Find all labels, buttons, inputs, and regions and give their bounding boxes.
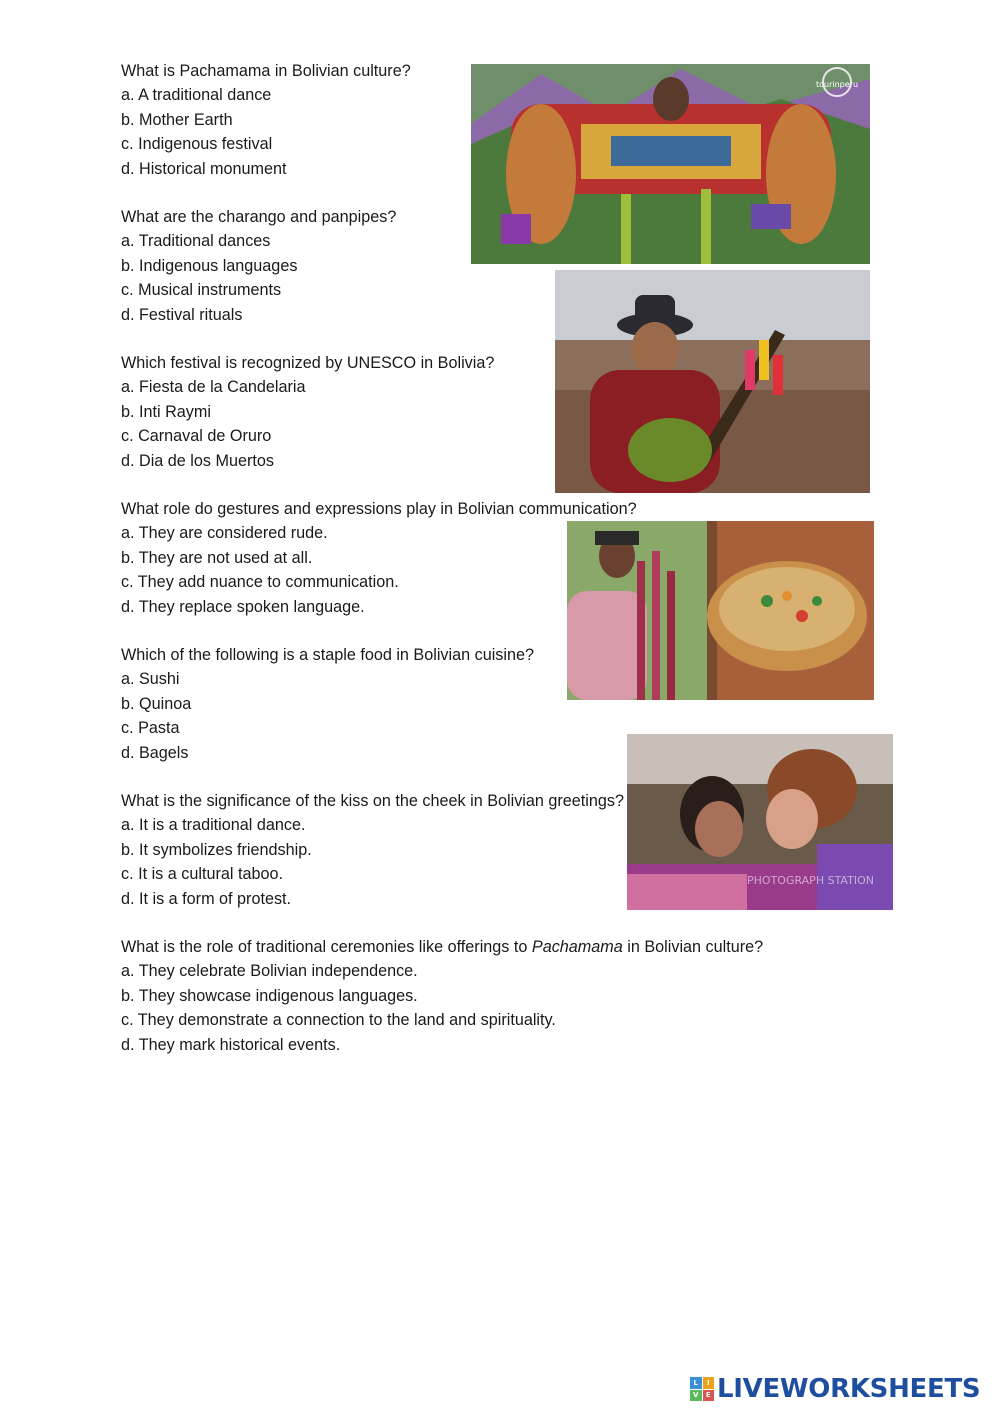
quinoa-image [567,521,874,700]
question-5 [121,643,534,765]
question-7-option-d[interactable]: d. They mark historical events. [121,1035,341,1054]
question-7 [121,935,763,1057]
question-4-option-c[interactable]: c. They add nuance to communication. [121,573,399,592]
question-1 [121,59,411,181]
kiss-watermark: PHOTOGRAPH STATION [747,874,874,887]
question-1-option-c[interactable]: c. Indigenous festival [121,135,273,154]
question-4-text: What role do gestures and expressions play in Bolivian communication? [121,500,637,518]
question-2-option-a[interactable]: a. Traditional dances [121,232,271,251]
question-1-option-a[interactable]: a. A traditional dance [121,86,272,105]
question-6-option-b[interactable]: b. It symbolizes friendship. [121,840,312,859]
question-1-option-b[interactable]: b. Mother Earth [121,110,233,129]
question-1-option-d[interactable]: d. Historical monument [121,159,287,178]
question-6 [121,789,624,911]
question-5-option-d[interactable]: d. Bagels [121,743,189,762]
painting-watermark: tourinperu [815,80,859,89]
question-6-option-a[interactable]: a. It is a traditional dance. [121,816,306,835]
logo-mark-letter-v: V [690,1390,702,1402]
liveworksheets-mark-icon [690,1377,714,1401]
question-7-text-after: in Bolivian culture? [622,938,764,956]
question-5-option-a[interactable]: a. Sushi [121,670,180,689]
question-6-text: What is the significance of the kiss on the cheek in Bolivian greetings? [121,792,624,810]
question-7-text [121,935,763,959]
question-5-text: Which of the following is a staple food in Bolivian cuisine? [121,646,535,664]
question-3-text: Which festival is recognized by UNESCO in Bolivia? [121,354,495,372]
pachamama-painting-image [471,64,870,264]
question-4 [121,497,637,619]
question-2-option-b[interactable]: b. Indigenous languages [121,256,298,275]
question-5-option-b[interactable]: b. Quinoa [121,694,192,713]
question-6-option-c[interactable]: c. It is a cultural taboo. [121,865,283,884]
question-2-text: What are the charango and panpipes? [121,208,397,226]
logo-mark-letter-l: L [690,1377,702,1389]
question-3-option-d[interactable]: d. Dia de los Muertos [121,451,274,470]
question-1-text: What is Pachamama in Bolivian culture? [121,62,411,80]
question-7-option-c[interactable]: c. They demonstrate a connection to the land and spirituality. [121,1011,556,1030]
question-7-text-before: What is the role of traditional ceremonies like offerings to [121,938,532,956]
question-3-option-a[interactable]: a. Fiesta de la Candelaria [121,378,306,397]
question-7-option-b[interactable]: b. They showcase indigenous languages. [121,986,418,1005]
liveworksheets-logo [690,1372,980,1406]
logo-mark-letter-i: I [703,1377,715,1389]
question-2-option-d[interactable]: d. Festival rituals [121,305,243,324]
question-4-option-a[interactable]: a. They are considered rude. [121,524,328,543]
question-6-option-d[interactable]: d. It is a form of protest. [121,889,292,908]
question-3-option-b[interactable]: b. Inti Raymi [121,402,211,421]
question-2 [121,205,396,327]
question-5-option-c[interactable]: c. Pasta [121,719,180,738]
cheek-kiss-image [627,734,893,910]
logo-mark-letter-e: E [703,1390,715,1402]
question-4-option-b[interactable]: b. They are not used at all. [121,548,313,567]
question-2-option-c[interactable]: c. Musical instruments [121,281,282,300]
question-7-option-a[interactable]: a. They celebrate Bolivian independence. [121,962,418,981]
question-3-option-c[interactable]: c. Carnaval de Oruro [121,427,272,446]
question-3 [121,351,494,473]
charango-player-image [555,270,870,493]
question-7-text-emphasis: Pachamama [531,938,623,956]
liveworksheets-wordmark: LIVEWORKSHEETS [717,1374,981,1404]
question-4-option-d[interactable]: d. They replace spoken language. [121,597,365,616]
